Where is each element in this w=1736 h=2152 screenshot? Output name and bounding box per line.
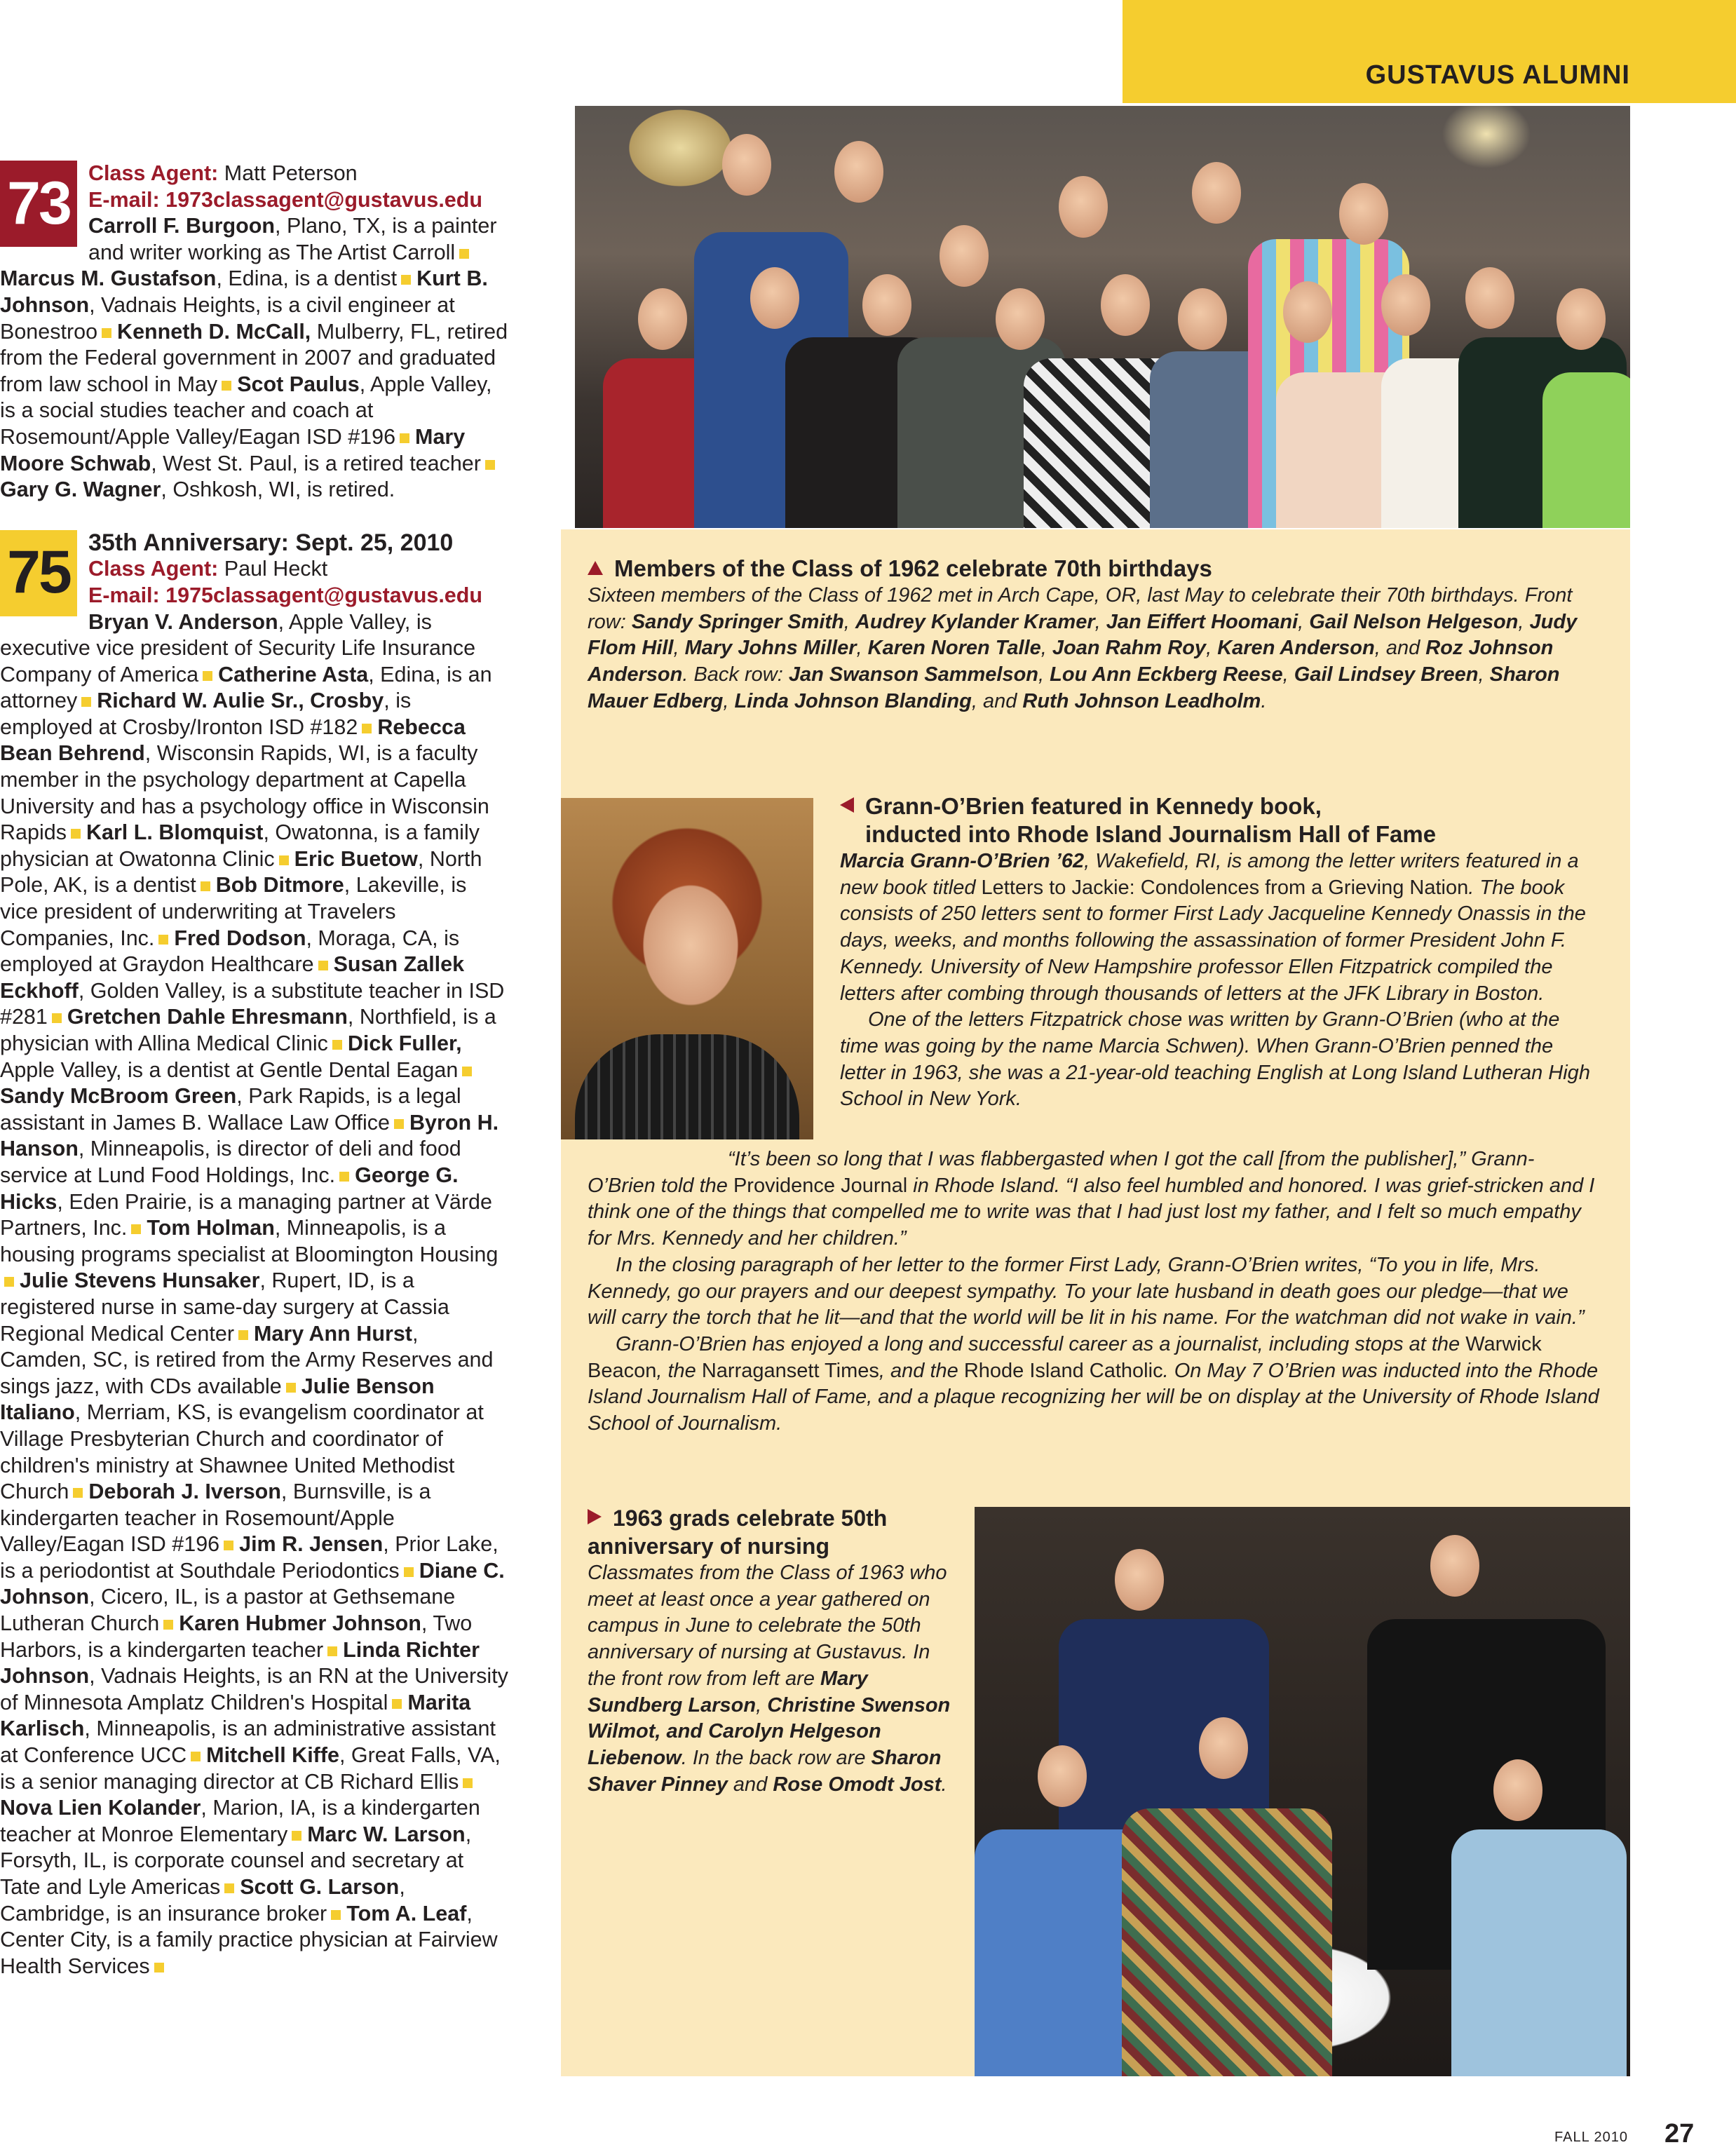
bullet-square-icon: [158, 935, 168, 945]
class-agent-label: Class Agent:: [88, 557, 219, 581]
person-name: Sharon Mauer Edberg: [588, 663, 1560, 712]
person-name: Ruth Johnson Leadholm: [1022, 689, 1261, 712]
text-run: , Wakefield, RI, is among the letter writers featured in a new book titled: [840, 850, 1579, 899]
alumni-note: Mulberry, FL, retired from the Federal government in 2007 and graduated from law school in May: [0, 319, 508, 396]
alumni-note: , Edina, is an attorney: [0, 662, 492, 713]
bullet-square-icon: [292, 1831, 301, 1841]
bullet-square-icon: [485, 460, 495, 470]
alumni-note: , Camden, SC, is retired from the Army Reserves and sings jazz, with CDs available: [0, 1321, 494, 1398]
alumni-name: Mitchell Kiffe: [206, 1743, 339, 1768]
bullet-square-icon: [392, 1699, 402, 1709]
text-run: Classmates from the Class of 1963 who meet at least once a year gathered on campus in June to celebrate the 50th anniversary of nursing at Gustavus. In the front row from left are: [588, 1562, 947, 1690]
class-agent-name: Paul Heckt: [224, 557, 328, 581]
person-name: Lou Ann Eckberg Reese: [1050, 663, 1283, 686]
text-run: , and: [971, 689, 1023, 712]
bullet-square-icon: [404, 1567, 414, 1577]
bullet-square-icon: [52, 1013, 62, 1023]
alumni-name: Byron H. Hanson: [0, 1110, 499, 1161]
text-run: . On May 7 O’Brien was inducted into the Rhode Island Journalism Hall of Fame, and a plaque recognizing her will be on display at the University of Rhode Island School of Journalism.: [588, 1359, 1599, 1435]
bullet-square-icon: [459, 249, 469, 259]
alumni-name: Nova Lien Kolander: [0, 1796, 201, 1820]
alumni-note: , Northfield, is a physician with Allina Medical Clinic: [0, 1005, 496, 1055]
alumni-note: , Minneapolis, is an administrative assistant at Conference UCC: [0, 1717, 496, 1768]
text-run: ,: [1094, 610, 1106, 633]
caption-heading: 1963 grads celebrate 50th anniversary of nursing: [588, 1505, 888, 1559]
text-run: One of the letters Fitzpatrick chose was written by Grann-O’Brien (who at the time was going by the name Marcia Schwen). When Grann-O’Brien penned the letter in 1963, she was a 21-year-old teaching English at Long Island Lutheran High School in New York.: [840, 1008, 1590, 1111]
alumni-note: , North Pole, AK, is a dentist: [0, 846, 482, 898]
bullet-square-icon: [102, 328, 111, 338]
title-text: Providence Journal: [733, 1174, 908, 1197]
bullet-square-icon: [131, 1224, 141, 1234]
triangle-right-icon: [588, 1509, 602, 1524]
bullet-square-icon: [4, 1277, 14, 1287]
caption-text: [588, 583, 1604, 715]
alumni-name: George G. Hicks: [0, 1163, 459, 1214]
alumni-note: , Golden Valley, is a substitute teacher in ISD #281: [0, 978, 505, 1029]
person-name: Jan Eiffert Hoomani: [1106, 610, 1298, 633]
person-name: Linda Johnson Blanding: [734, 689, 972, 712]
text-run: , and the: [879, 1359, 964, 1382]
caption-text: [588, 1560, 952, 1798]
class-agent-label: Class Agent:: [88, 161, 219, 185]
text-run: .: [941, 1773, 947, 1796]
text-run: ,: [1206, 637, 1218, 660]
alumni-note: , Plano, TX, is a painter and writer working as The Artist Carroll: [88, 214, 497, 264]
alumni-name: Bob Ditmore: [215, 873, 344, 898]
alumni-note: , Moraga, CA, is employed at Graydon Healthcare: [0, 926, 460, 977]
alumni-name: Scot Paulus: [237, 372, 360, 396]
alumni-note: , Prior Lake, is a periodontist at Southdale Periodontics: [0, 1532, 499, 1583]
text-run: ,: [1518, 610, 1530, 633]
person-name: Mary Sundberg Larson: [588, 1667, 868, 1717]
alumni-name: Gretchen Dahle Ehresmann: [67, 1005, 348, 1029]
alumni-name: Tom Holman: [147, 1216, 275, 1240]
bullet-square-icon: [394, 1119, 404, 1129]
class-notes-column: [0, 161, 509, 1980]
class-agent-name: Matt Peterson: [224, 161, 358, 185]
text-run: ,: [856, 637, 868, 660]
bullet-square-icon: [332, 1040, 342, 1050]
person-name: Christine Swenson Wilmot, and Carolyn Helgeson Liebenow: [588, 1693, 951, 1769]
section-header-band: [1123, 0, 1736, 103]
text-run: and: [727, 1773, 773, 1796]
alumni-name: Karen Hubmer Johnson: [179, 1611, 421, 1636]
alumni-name: Scott G. Larson: [240, 1875, 400, 1899]
bullet-square-icon: [163, 1620, 173, 1630]
alumni-note: , Burnsville, is a kindergarten teacher in Rosemount/Apple Valley/Eagan ISD #196: [0, 1480, 431, 1557]
text-run: In the closing paragraph of her letter to the former First Lady, Grann-O’Brien writes, “To you in life, Mrs. Kennedy, go our prayers and our deepest sympathy. To your late husband in death goes our pledge—that we will carry the torch that he lit—and that the world will be lit in his name. For the watchman did not wake in vain.”: [588, 1253, 1585, 1329]
article-paragraph: [588, 1146, 1600, 1252]
alumni-note: Apple Valley, is a dentist at Gentle Dental Eagan: [0, 1057, 459, 1082]
alumni-name: Kurt B. Johnson: [0, 266, 488, 317]
alumni-name: Marc W. Larson: [307, 1822, 466, 1846]
alumni-name: Julie Stevens Hunsaker: [20, 1268, 260, 1293]
alumni-note: , Wisconsin Rapids, WI, is a faculty member in the psychology department at Capella University and has a psychology office in Wisconsin Rapids: [0, 741, 489, 845]
text-run: ,: [723, 689, 735, 712]
article-heading-line1: Grann-O’Brien featured in Kennedy book,: [865, 793, 1322, 819]
alumni-name: Deborah J. Iverson: [88, 1480, 281, 1504]
alumni-note: , Vadnais Heights, is a civil engineer at Bonestroo: [0, 292, 455, 344]
triangle-up-icon: [588, 561, 603, 575]
person-name: Marcia Grann-O’Brien ’62: [840, 850, 1085, 872]
alumni-name: Marita Karlisch: [0, 1690, 471, 1741]
alumni-note: , Vadnais Heights, is an RN at the University of Minnesota Amplatz Children's Hospital: [0, 1664, 508, 1714]
text-run: ,: [1478, 663, 1490, 686]
grann-obrien-article: [561, 792, 1600, 1437]
text-run: ,: [1298, 610, 1310, 633]
text-run: .: [1261, 689, 1267, 712]
alumni-name: Bryan V. Anderson: [88, 609, 278, 634]
article-paragraph: [588, 1252, 1600, 1332]
alumni-name: Fred Dodson: [174, 926, 306, 950]
article-heading-line2: inducted into Rhode Island Journalism Hall of Fame: [865, 821, 1437, 847]
alumni-name: Carroll F. Burgoon: [88, 214, 276, 238]
nursing-anniversary-caption: [588, 1504, 952, 1798]
nursing-reunion-photo: [975, 1507, 1630, 2076]
bullet-square-icon: [71, 829, 81, 839]
class-year-badge: 73: [0, 161, 77, 247]
text-run: “It’s been so long that I was flabbergasted when I got the call [from the publisher],” Grann-O’Brien told the: [588, 1148, 1535, 1197]
text-run: , and: [1374, 637, 1426, 660]
person-name: Mary Johns Miller: [684, 637, 857, 660]
text-run: ,: [843, 610, 855, 633]
alumni-name: Susan Zallek Eckhoff: [0, 952, 465, 1003]
bullet-square-icon: [73, 1488, 83, 1498]
caption-heading: Members of the Class of 1962 celebrate 70th birthdays: [614, 555, 1212, 581]
alumni-note: , West St. Paul, is a retired teacher: [151, 451, 481, 475]
alumni-note: , Park Rapids, is a legal assistant in James B. Wallace Law Office: [0, 1084, 461, 1135]
bullet-square-icon: [339, 1172, 349, 1182]
title-text: Rhode Island Catholic: [963, 1359, 1163, 1382]
alumni-name: Rebecca Bean Behrend: [0, 715, 466, 766]
bullet-square-icon: [463, 1778, 473, 1788]
title-text: Warwick Beacon: [588, 1332, 1542, 1382]
alumni-name: Mary Ann Hurst: [253, 1321, 412, 1346]
alumni-name: Dick Fuller,: [347, 1031, 462, 1055]
alumni-note: , Apple Valley, is executive vice president of Security Life Insurance Company of America: [0, 609, 476, 686]
bullet-square-icon: [331, 1910, 341, 1920]
person-name: Karen Anderson: [1217, 637, 1375, 660]
alumni-note: , Center City, is a family practice physician at Fairview Health Services: [0, 1901, 498, 1978]
bullet-square-icon: [327, 1646, 337, 1656]
class-year-badge: 75: [0, 530, 77, 616]
alumni-note: , Cambridge, is an insurance broker: [0, 1875, 405, 1926]
bullet-square-icon: [238, 1330, 248, 1340]
class-1973-notes: [0, 161, 509, 503]
text-run: ,: [673, 637, 685, 660]
bullet-square-icon: [81, 697, 91, 707]
bullet-square-icon: [224, 1541, 233, 1550]
alumni-note: , Edina, is a dentist: [216, 266, 398, 291]
marcia-grann-obrien-portrait: [561, 798, 813, 1139]
alumni-note: , Cicero, IL, is a pastor at Gethsemane Lutheran Church: [0, 1585, 456, 1636]
bullet-square-icon: [191, 1752, 201, 1761]
alumni-name: Kenneth D. McCall,: [117, 319, 311, 344]
bullet-square-icon: [201, 881, 210, 891]
bullet-square-icon: [222, 381, 231, 391]
title-text: Narragansett Times: [701, 1359, 879, 1382]
person-name: Judy Flom Hill: [588, 610, 1578, 660]
text-run: ,: [756, 1693, 768, 1717]
person-name: Sandy Springer Smith: [631, 610, 844, 633]
person-name: Gail Nelson Helgeson: [1309, 610, 1519, 633]
text-run: ,: [1282, 663, 1294, 686]
person-name: Joan Rahm Roy: [1052, 637, 1207, 660]
alumni-name: Sandy McBroom Green: [0, 1084, 237, 1109]
text-run: . In the back row are: [681, 1746, 872, 1769]
anniversary-date: 35th Anniversary: Sept. 25, 2010: [88, 529, 454, 556]
alumni-note: , Merriam, KS, is evangelism coordinator at Village Presbyterian Church and coordinator of children's ministry at Shawnee United Methodist Church: [0, 1400, 484, 1504]
issue-season: FALL 2010: [1554, 2130, 1629, 2145]
text-run: ,: [1038, 663, 1050, 686]
alumni-note: , is employed at Crosby/Ironton ISD #182: [0, 689, 412, 739]
alumni-note: , Two Harbors, is a kindergarten teacher: [0, 1611, 473, 1662]
text-run: , the: [656, 1359, 702, 1382]
bullet-square-icon: [286, 1383, 296, 1393]
alumni-name: Catherine Asta: [218, 662, 369, 686]
bullet-square-icon: [279, 855, 289, 865]
text-run: Grann-O’Brien has enjoyed a long and successful career as a journalist, including stops at the: [616, 1332, 1466, 1355]
bullet-square-icon: [203, 671, 212, 681]
text-run: ,: [1040, 637, 1052, 660]
bullet-square-icon: [224, 1883, 234, 1893]
alumni-note: , Lakeville, is vice president of underwriting at Travelers Companies, Inc.: [0, 873, 467, 950]
alumni-note: , Rupert, ID, is a registered nurse in same-day surgery at Cassia Regional Medical Center: [0, 1268, 449, 1346]
article-paragraph: [588, 1332, 1600, 1437]
alumni-name: Karl L. Blomquist: [86, 820, 264, 845]
text-run: Sixteen members of the Class of 1962 met in Arch Cape, OR, last May to celebrate their 70th birthdays. Front row:: [588, 584, 1573, 633]
class-agent-email[interactable]: E-mail: 1973classagent@gustavus.edu: [88, 187, 483, 212]
text-run: . The book consists of 250 letters sent to former First Lady Jacqueline Kennedy Onassis in the days, weeks, and months following the assassination of former President John F. Kennedy. University of New Hampshire professor Ellen Fitzpatrick compiled the letters after combing through thousands of letters at the JFK Library in Boston.: [840, 876, 1586, 1005]
person-name: Audrey Kylander Kramer: [855, 610, 1095, 633]
alumni-note: , Eden Prairie, is a managing partner at Värde Partners, Inc.: [0, 1189, 492, 1240]
alumni-name: Marcus M. Gustafson: [0, 266, 217, 291]
bullet-square-icon: [318, 961, 328, 970]
class-of-1962-group-photo: [575, 106, 1630, 528]
alumni-name: Julie Benson Italiano: [0, 1374, 435, 1425]
class-entries: [0, 213, 509, 503]
bullet-square-icon: [154, 1963, 164, 1972]
alumni-note: , Minneapolis, is director of deli and food service at Lund Food Holdings, Inc.: [0, 1137, 461, 1187]
triangle-left-icon: [840, 797, 854, 813]
class-entries: [0, 609, 509, 1980]
page-number: 27: [1664, 2119, 1695, 2148]
alumni-name: Jim R. Jensen: [239, 1532, 384, 1557]
person-name: Karen Noren Talle: [867, 637, 1041, 660]
alumni-name: Mary Moore Schwab: [0, 424, 466, 475]
class-1975-notes: [0, 530, 509, 1980]
bullet-square-icon: [362, 724, 372, 733]
alumni-note: , Owatonna, is a family physician at Owatonna Clinic: [0, 820, 480, 871]
bullet-square-icon: [462, 1067, 472, 1076]
alumni-note: , Apple Valley, is a social studies teacher and coach at Rosemount/Apple Valley/Eagan ISD #196: [0, 372, 492, 449]
alumni-name: Tom A. Leaf: [346, 1901, 467, 1926]
alumni-name: Diane C. Johnson: [0, 1558, 505, 1609]
title-text: Letters to Jackie: Condolences from a Grieving Nation: [981, 876, 1469, 899]
alumni-note: , Minneapolis, is a housing programs specialist at Bloomington Housing: [0, 1216, 499, 1266]
text-run: in Rhode Island. “I also feel humbled and honored. I was grief-stricken and I think one of the things that compelled me to write was that I had just lost my father, and I felt so much empathy for Mrs. Kennedy and her children.”: [588, 1174, 1595, 1250]
person-name: Roz Johnson Anderson: [588, 637, 1554, 686]
alumni-note: , Oshkosh, WI, is retired.: [161, 478, 395, 502]
alumni-note: , Great Falls, VA, is a senior managing director at CB Richard Ellis: [0, 1743, 501, 1794]
alumni-name: Richard W. Aulie Sr., Crosby: [97, 689, 384, 713]
person-name: Sharon Shaver Pinney: [588, 1746, 942, 1796]
alumni-name: Eric Buetow: [294, 846, 418, 871]
person-name: Jan Swanson Sammelson: [788, 663, 1039, 686]
person-name: Rose Omodt Jost: [773, 1773, 942, 1796]
text-run: . Back row:: [682, 663, 789, 686]
alumni-name: Linda Richter Johnson: [0, 1637, 480, 1689]
section-title: GUSTAVUS ALUMNI: [1365, 60, 1630, 90]
alumni-name: Gary G. Wagner: [0, 478, 161, 502]
alumni-note: , Marion, IA, is a kindergarten teacher at Monroe Elementary: [0, 1796, 480, 1846]
bullet-square-icon: [401, 275, 411, 285]
class-agent-email[interactable]: E-mail: 1975classagent@gustavus.edu: [88, 583, 483, 607]
alumni-note: , Forsyth, IL, is corporate counsel and secretary at Tate and Lyle Americas: [0, 1822, 472, 1899]
class-of-1962-caption: [588, 555, 1604, 715]
bullet-square-icon: [400, 433, 409, 443]
person-name: Gail Lindsey Breen: [1294, 663, 1479, 686]
